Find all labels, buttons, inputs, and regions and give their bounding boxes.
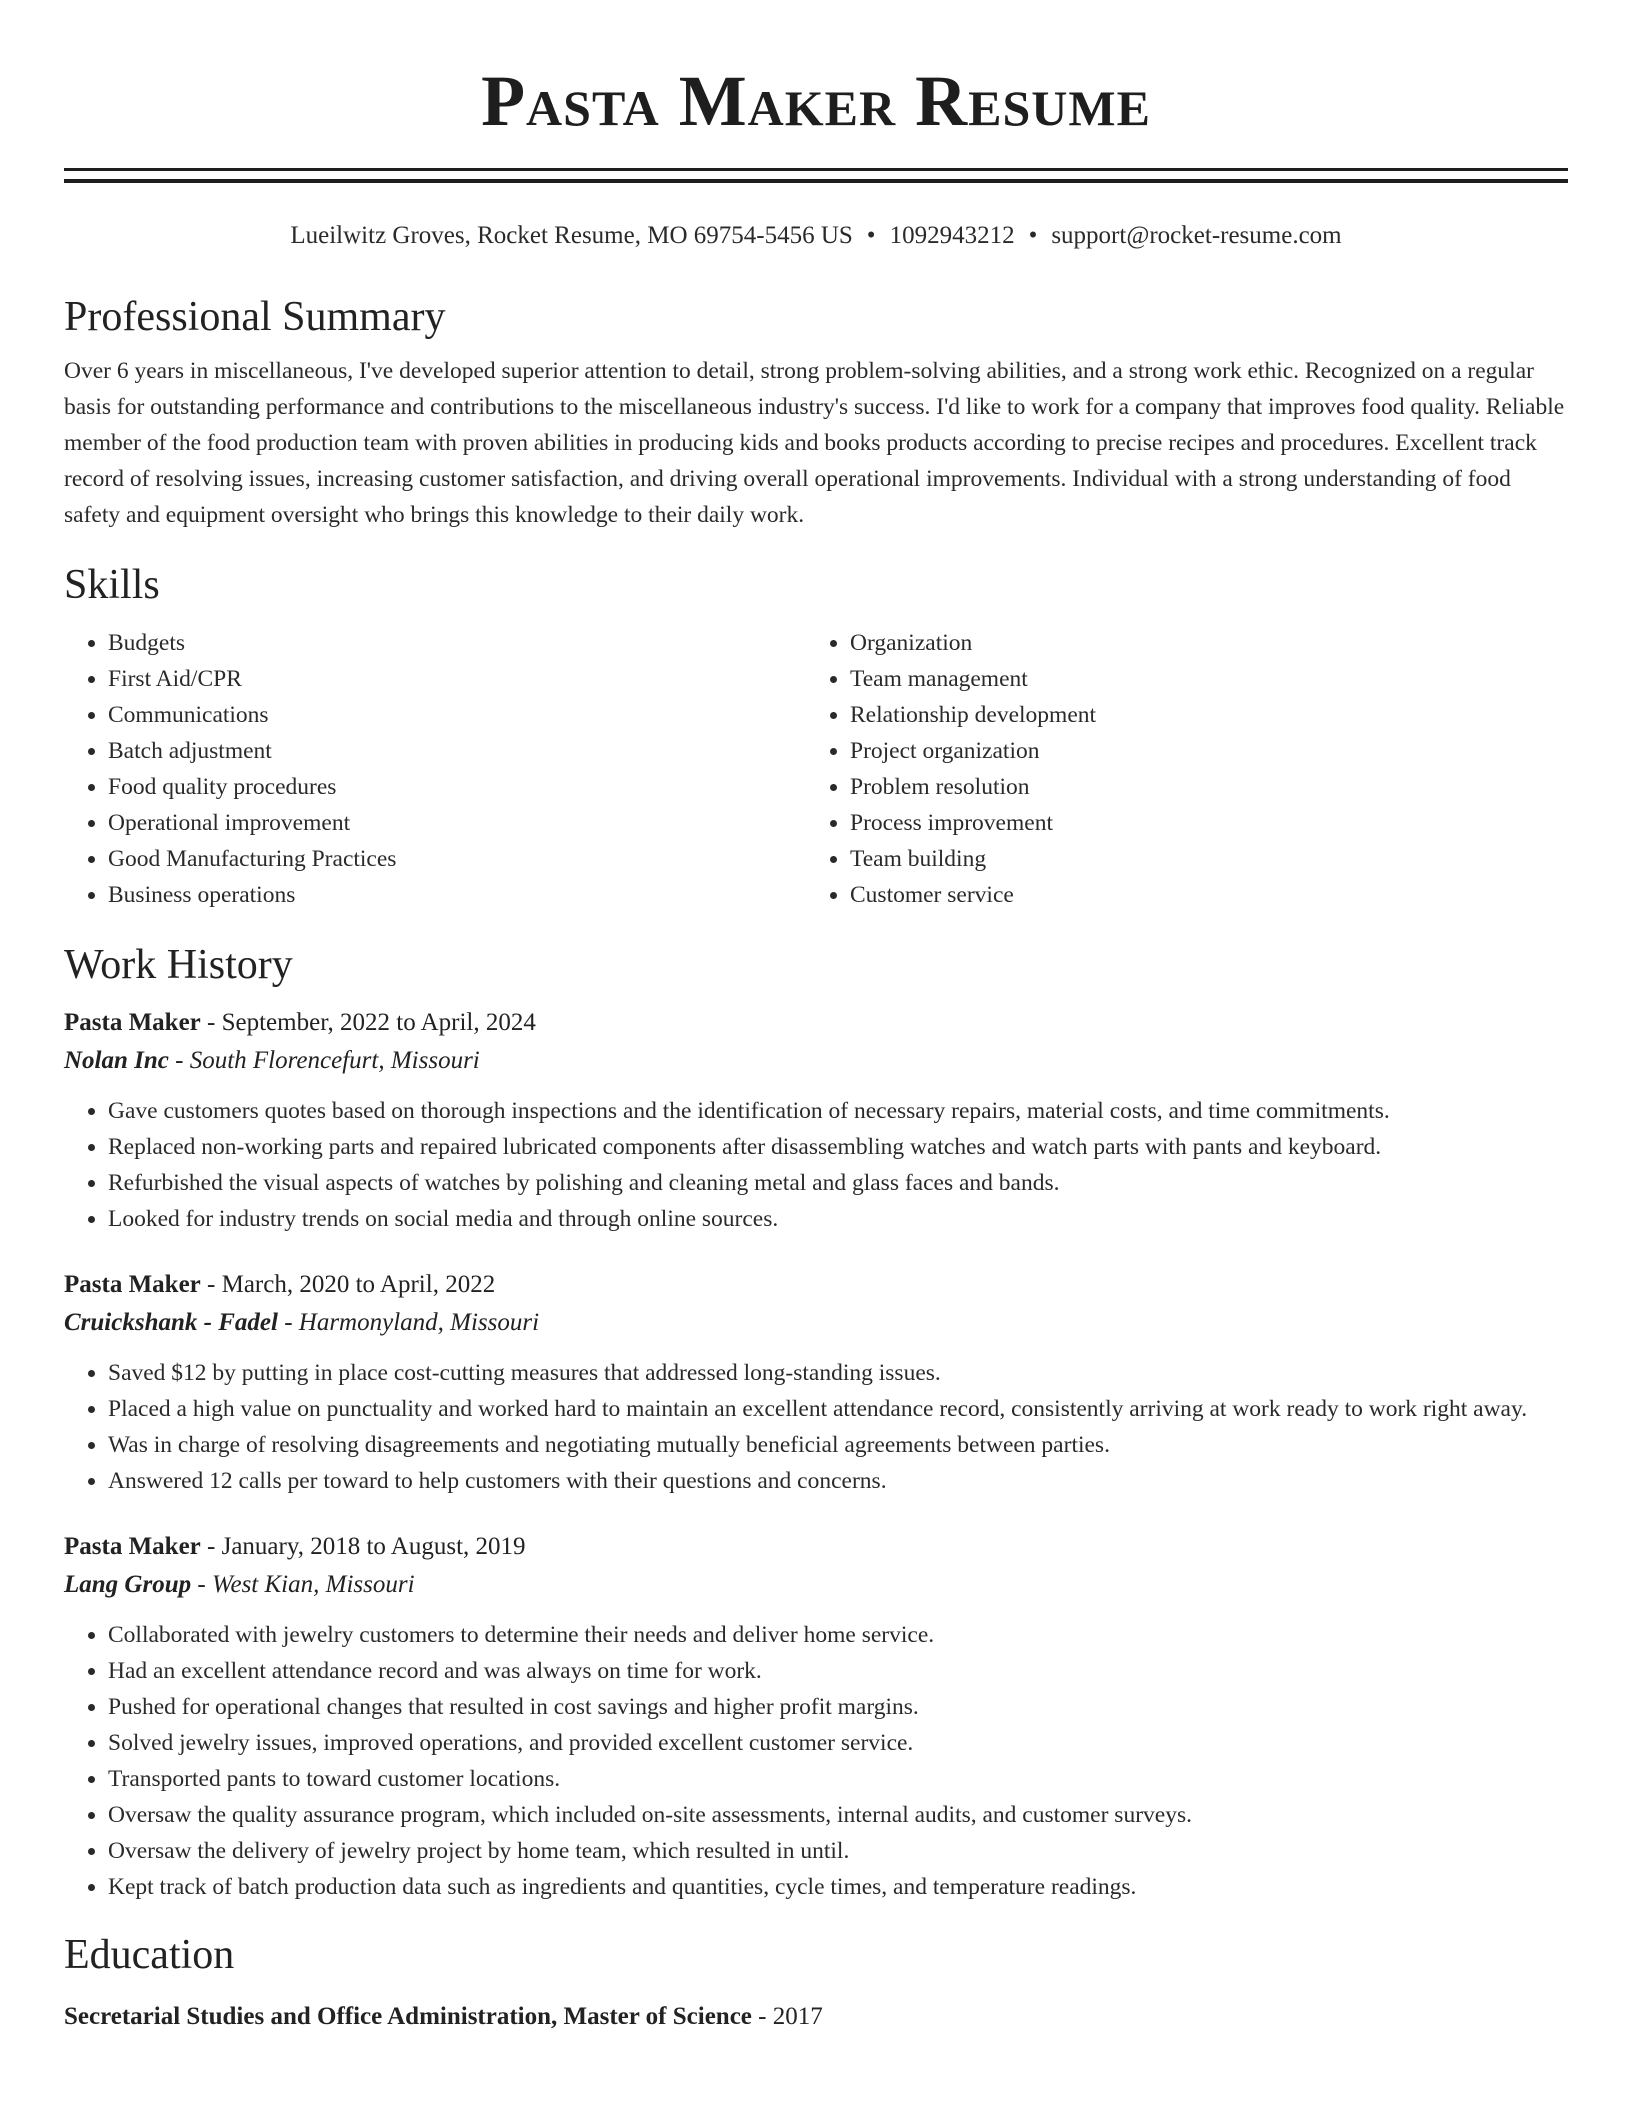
skills-columns [64,625,1568,913]
job-employer [64,1041,1568,1081]
job-entry [64,1529,1568,1905]
contact-separator: • [1028,222,1038,249]
job-header [64,1267,1568,1303]
job-bullet: • Placed a high value on punctuality and worked hard to maintain an excellent attendance record, consistently arriving at work ready to work right away. [108,1391,1568,1427]
work-history-heading: Work History [64,942,293,988]
skill-item: • Organization [850,625,1548,661]
job-header [64,1005,1568,1041]
job-header [64,1529,1568,1565]
contact-separator: • [866,222,876,249]
skills-left-column [64,625,806,913]
job-bullet: • Had an excellent attendance record and was always on time for work. [108,1653,1568,1689]
job-bullet: • Oversaw the delivery of jewelry project by home team, which resulted in until. [108,1833,1568,1869]
education-degree: , Master of Science [551,2003,752,2030]
education-heading: Education [64,1932,235,1978]
contact-phone: 1092943212 [889,222,1015,249]
skill-item: • Customer service [850,877,1548,913]
skill-item: • Communications [108,697,806,733]
job-title: Pasta Maker [64,1533,201,1560]
skill-item: • Process improvement [850,805,1548,841]
contact-email: support@rocket-resume.com [1051,222,1342,249]
skill-item: • Project organization [850,733,1548,769]
job-entry [64,1267,1568,1499]
skill-item: • Problem resolution [850,769,1548,805]
skills-heading: Skills [64,562,160,608]
job-bullets [64,1093,1568,1237]
job-bullets [64,1355,1568,1499]
education-field: Secretarial Studies and Office Administration [64,2003,552,2030]
contact-address: Lueilwitz Groves, Rocket Resume, MO 69754-5456 US [290,222,853,249]
job-location: - West Kian, Missouri [191,1571,415,1598]
skills-right-column [806,625,1548,913]
job-dates: - January, 2018 to August, 2019 [200,1533,526,1560]
summary-text: Over 6 years in miscellaneous, I've developed superior attention to detail, strong problem-solving abilities, and a strong work ethic. Recognized on a regular basis for outstanding performance and contributions to the miscellaneous industry's success. I'd like to work for a company that improves food quality. Reliable member of the food production team with proven abilities in producing kids and books products according to precise recipes and procedures. Excellent track record of resolving issues, increasing customer satisfaction, and driving overall operational improvements. Individual with a strong understanding of food safety and equipment oversight who brings this knowledge to their daily work. [64,358,1565,528]
job-bullet: • Replaced non-working parts and repaired lubricated components after disassembling watches and watch parts with pants and keyboard. [108,1129,1568,1165]
job-bullet: • Oversaw the quality assurance program, which included on-site assessments, internal audits, and customer surveys. [108,1797,1568,1833]
skill-item: • Team management [850,661,1548,697]
skill-item: • Team building [850,841,1548,877]
job-title: Pasta Maker [64,1009,201,1036]
skill-item: • Good Manufacturing Practices [108,841,806,877]
skill-item: • Relationship development [850,697,1548,733]
job-location: - Harmonyland, Missouri [277,1309,540,1336]
job-bullet: • Refurbished the visual aspects of watches by polishing and cleaning metal and glass faces and bands. [108,1165,1568,1201]
resume-title: Pasta Maker Resume [481,61,1151,141]
job-bullet: • Pushed for operational changes that resulted in cost savings and higher profit margins. [108,1689,1568,1725]
job-bullets [64,1617,1568,1905]
job-dates: - September, 2022 to April, 2024 [200,1009,536,1036]
job-bullet: • Solved jewelry issues, improved operations, and provided excellent customer service. [108,1725,1568,1761]
job-location: - South Florencefurt, Missouri [168,1047,480,1074]
job-bullet: • Gave customers quotes based on thorough inspections and the identification of necessary repairs, material costs, and time commitments. [108,1093,1568,1129]
skill-item: • Food quality procedures [108,769,806,805]
job-company: Nolan Inc [64,1047,169,1074]
job-company: Lang Group [64,1571,192,1598]
job-bullet: • Collaborated with jewelry customers to determine their needs and deliver home service. [108,1617,1568,1653]
job-bullet: • Was in charge of resolving disagreements and negotiating mutually beneficial agreements between parties. [108,1427,1568,1463]
title-double-rule [64,168,1568,183]
job-employer [64,1303,1568,1343]
job-dates: - March, 2020 to April, 2022 [200,1271,496,1298]
resume-page [64,0,1568,2035]
education-year: - 2017 [751,2003,823,2030]
skill-item: • Budgets [108,625,806,661]
job-employer [64,1565,1568,1605]
job-bullet: • Looked for industry trends on social media and through online sources. [108,1201,1568,1237]
skill-item: • First Aid/CPR [108,661,806,697]
job-bullet: • Saved $12 by putting in place cost-cutting measures that addressed long-standing issues. [108,1355,1568,1391]
education-entry [64,1999,1568,2035]
job-title: Pasta Maker [64,1271,201,1298]
job-bullet: • Kept track of batch production data such as ingredients and quantities, cycle times, and temperature readings. [108,1869,1568,1905]
job-bullet: • Answered 12 calls per toward to help customers with their questions and concerns. [108,1463,1568,1499]
summary-heading: Professional Summary [64,294,446,340]
contact-line [64,221,1568,251]
skill-item: • Batch adjustment [108,733,806,769]
skill-item: • Operational improvement [108,805,806,841]
job-bullet: • Transported pants to toward customer locations. [108,1761,1568,1797]
job-company: Cruickshank - Fadel [64,1309,278,1336]
job-entry [64,1005,1568,1237]
skill-item: • Business operations [108,877,806,913]
